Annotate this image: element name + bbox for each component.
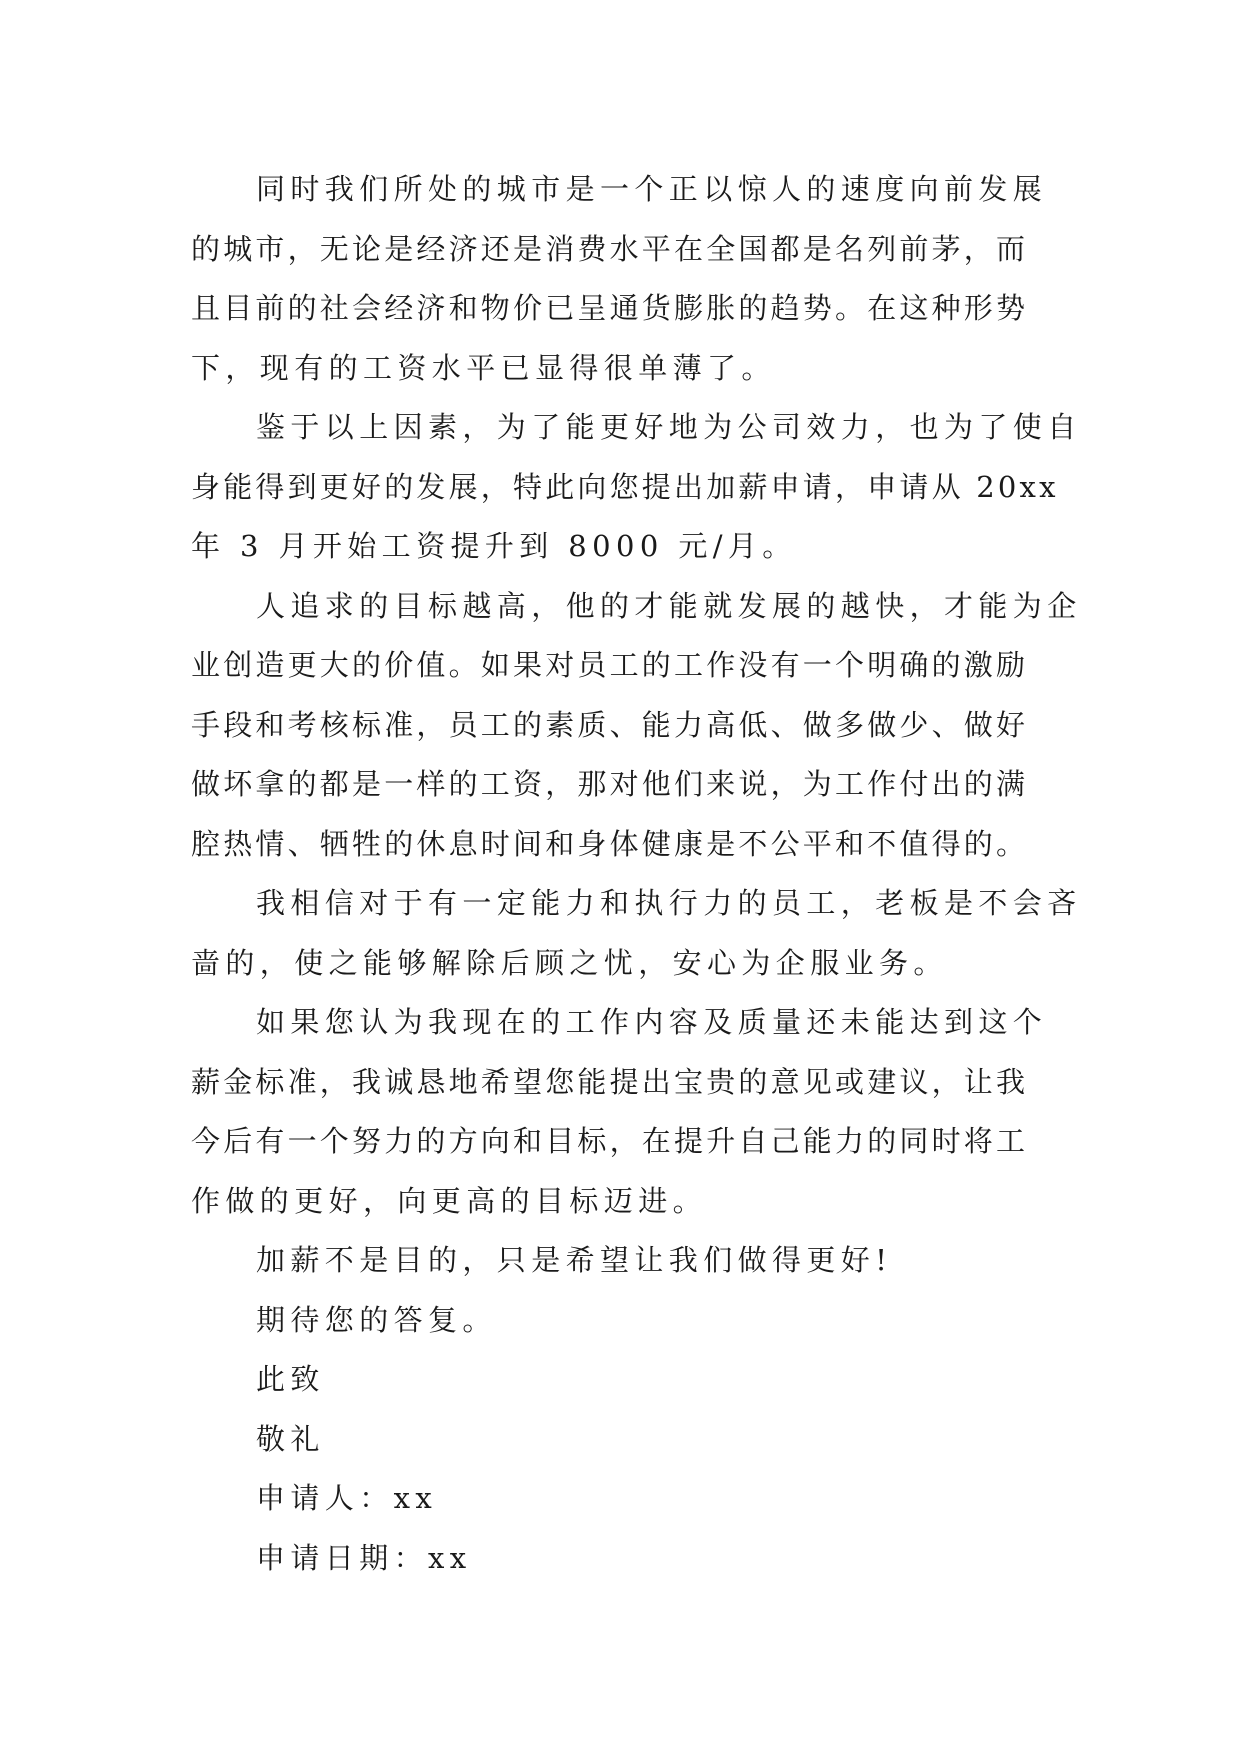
paragraph-goal-line-1: 人追求的目标越高，他的才能就发展的越快，才能为企: [256, 588, 1082, 623]
paragraph-feedback-line-4: 作做的更好，向更高的目标迈进。: [191, 1183, 708, 1218]
paragraph-city-line-4: 下，现有的工资水平已显得很单薄了。: [191, 350, 776, 385]
application-date: 申请日期：xx: [256, 1540, 472, 1575]
letter-body: [191, 160, 1082, 1588]
closing-statement: 加薪不是目的，只是希望让我们做得更好!: [256, 1243, 893, 1277]
paragraph-trust-line-1: 我相信对于有一定能力和执行力的员工，老板是不会吝: [256, 886, 1082, 920]
paragraph-feedback-line-3: 今后有一个努力的方向和目标，在提升自己能力的同时将工: [191, 1124, 1029, 1158]
awaiting-reply: 期待您的答复。: [256, 1302, 497, 1337]
salutation-jingli: 敬礼: [256, 1421, 325, 1456]
paragraph-goal-line-3: 手段和考核标准，员工的素质、能力高低、做多做少、做好: [191, 707, 1029, 742]
paragraph-city-line-2: 的城市，无论是经济还是消费水平在全国都是名列前茅，而: [191, 231, 1029, 266]
paragraph-city-line-3: 且目前的社会经济和物价已呈通货膨胀的趋势。在这种形势: [191, 291, 1029, 325]
paragraph-goal-line-4: 做坏拿的都是一样的工资，那对他们来说，为工作付出的满: [191, 767, 1029, 801]
paragraph-request-line-1: 鉴于以上因素，为了能更好地为公司效力，也为了使自: [256, 410, 1082, 444]
salutation-cizhi: 此致: [256, 1362, 325, 1396]
paragraph-feedback-line-2: 薪金标准，我诚恳地希望您能提出宝贵的意见或建议，让我: [191, 1064, 1029, 1099]
paragraph-request-line-2: 身能得到更好的发展，特此向您提出加薪申请，申请从 20xx: [191, 469, 1059, 504]
paragraph-request-line-3: 年 3 月开始工资提升到 8000 元/月。: [191, 529, 797, 563]
paragraph-trust-line-2: 啬的，使之能够解除后顾之忧，安心为企服业务。: [191, 945, 948, 980]
paragraph-city-line-1: 同时我们所处的城市是一个正以惊人的速度向前发展: [256, 172, 1048, 206]
paragraph-goal-line-5: 腔热情、牺牲的休息时间和身体健康是不公平和不值得的。: [191, 826, 1029, 861]
applicant-name: 申请人：xx: [256, 1481, 438, 1515]
paragraph-goal-line-2: 业创造更大的价值。如果对员工的工作没有一个明确的激励: [191, 648, 1029, 682]
paragraph-feedback-line-1: 如果您认为我现在的工作内容及质量还未能达到这个: [256, 1005, 1048, 1039]
